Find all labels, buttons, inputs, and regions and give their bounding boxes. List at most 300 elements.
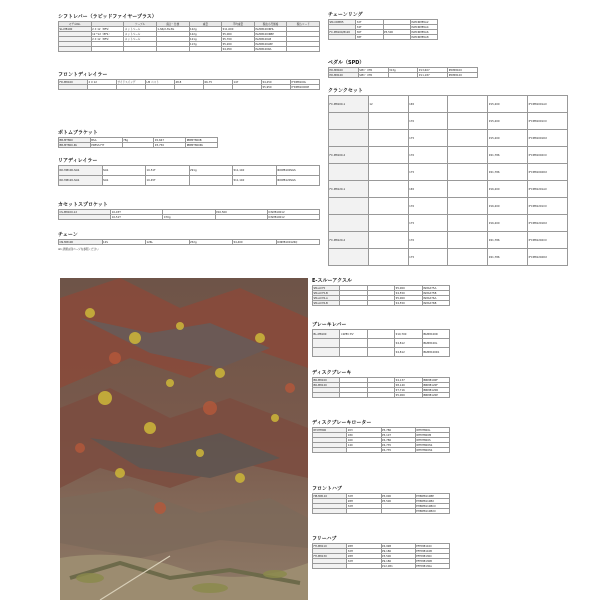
table-cell [367, 339, 394, 348]
rear-derailleur-table [58, 165, 320, 186]
front-derailleur-section [58, 72, 318, 90]
rear-derailleur-section [58, 158, 318, 186]
table-cell: 175 [408, 164, 448, 181]
table-cell: 170 [408, 198, 448, 215]
table-cell: ISLM8100IRHL [254, 27, 287, 32]
table-cell: ISMAX75B [422, 291, 449, 296]
table-cell: 313g [388, 68, 418, 73]
table-cell: 175 [408, 249, 448, 266]
table-cell: ¥11,600 [222, 27, 255, 32]
table-cell: ¥4,250 [262, 80, 291, 85]
table-cell: ISMCRM85A2 [410, 20, 437, 25]
table-cell: SM-AX75-B [313, 291, 340, 296]
table-cell: ¥8,140 [395, 383, 422, 388]
table-cell: ICSM810012 [267, 210, 319, 215]
table-cell [340, 348, 367, 357]
table-cell: ¥41,786 [488, 147, 528, 164]
table-cell: PRESS FIT [90, 143, 122, 148]
section-title: リアディレイラー [58, 158, 98, 164]
table-row [329, 130, 568, 147]
table-cell [146, 85, 175, 90]
table-row [59, 166, 320, 176]
table-cell [368, 113, 408, 130]
table-cell: ¥4,550 [395, 291, 422, 296]
table-cell: ¥10,700 [395, 330, 422, 339]
table-cell: SM-AX75 [313, 286, 340, 291]
table-cell: ¥4,735 [381, 443, 415, 448]
table-cell: IBLM8100R1 [422, 348, 449, 357]
table-cell: EHBM8110BX [415, 499, 449, 504]
table-cell: ¥15,200 [488, 113, 528, 130]
table-row [313, 393, 450, 398]
table-cell: SM-CRM85 [329, 20, 356, 25]
table-cell: HB-M8110 [313, 494, 347, 499]
table-cell [368, 147, 408, 164]
table-row [329, 249, 568, 266]
table-cell: ¥4,812 [395, 348, 422, 357]
table-cell [313, 348, 340, 357]
table-cell: 10-45T [146, 176, 190, 186]
table-cell: 28H [347, 499, 381, 504]
bottom-bracket-table [58, 137, 218, 148]
table-cell: IBRM8100F [422, 378, 449, 383]
table-row [329, 198, 568, 215]
table-cell: ¥11,140 [233, 176, 277, 186]
table-cell [347, 509, 381, 514]
table-cell: ホットペール [124, 37, 157, 42]
table-cell: 126L [146, 240, 190, 245]
table-cell: 32H [347, 549, 381, 554]
table-row [329, 232, 568, 249]
rock-face-image [60, 278, 308, 600]
table-cell: ¥4,400 [233, 240, 277, 245]
shift-lever-section [58, 14, 318, 52]
table-cell: 10-51T [146, 166, 190, 176]
brake-lever-table [312, 329, 450, 357]
table-cell: ISMCRM85A8 [410, 35, 437, 40]
table-cell [189, 176, 233, 186]
table-cell: ¥15,200 [488, 130, 528, 147]
table-cell [448, 113, 488, 130]
table-cell: ISLM8100RA [254, 47, 287, 52]
table-cell: ¥4,786 [381, 438, 415, 443]
table-row [313, 348, 450, 357]
table-cell: 160 [347, 438, 381, 443]
table-cell: 10-45T [111, 210, 163, 215]
table-cell: ¥4,050 [222, 47, 255, 52]
table-cell: PD-M8120 [329, 73, 359, 78]
table-cell: ¥5,000 [395, 393, 422, 398]
cassette-table [58, 209, 320, 220]
table-cell: FC-M8120-1 [329, 181, 369, 198]
table-cell: EHBM8110BE [415, 494, 449, 499]
table-cell [448, 164, 488, 181]
column-header: 平均重量 [222, 22, 255, 27]
table-cell [124, 47, 157, 52]
table-cell: FH-M8110 [313, 544, 347, 549]
table-cell: IPDM8100 [448, 68, 478, 73]
table-cell: 165 [408, 96, 448, 113]
table-cell [448, 181, 488, 198]
table-cell: 175 [408, 215, 448, 232]
table-cell: ¥11,187 [418, 73, 448, 78]
table-cell: 10-51T [111, 215, 163, 220]
table-cell: 12S [102, 240, 146, 245]
table-cell: IBLM8100L [422, 339, 449, 348]
table-cell: ¥4,735 [381, 448, 415, 453]
table-cell [117, 85, 146, 90]
table-cell: IFCM81001CX [528, 113, 568, 130]
thru-axle-table [312, 285, 450, 306]
table-cell: IFCM81202DX [528, 249, 568, 266]
table-cell: ¥5,500 [383, 30, 410, 35]
table-cell: ¥4,812 [395, 339, 422, 348]
table-cell: ISMAX76A [422, 296, 449, 301]
table-cell: CN-M8100 [59, 240, 103, 245]
table-cell: FC-M8120-2 [329, 232, 369, 249]
table-cell: 2 X 12 [88, 80, 117, 85]
front-derailleur-table [58, 79, 320, 90]
disc-brake-table [312, 377, 450, 398]
table-row [59, 47, 320, 52]
brake-lever-section [312, 322, 452, 357]
table-cell [368, 164, 408, 181]
table-cell: EHBM8110BXX [415, 509, 449, 514]
table-row [313, 448, 450, 453]
table-cell: SPD・XTR [358, 68, 388, 73]
table-cell: 180 [347, 433, 381, 438]
table-cell: ¥5,000 [222, 32, 255, 37]
table-cell: IRTMT800M [415, 433, 449, 438]
table-cell [367, 330, 394, 339]
table-cell: IRDM8120SGS [276, 176, 320, 186]
table-row [313, 339, 450, 348]
table-cell: IBRM8120R [422, 388, 449, 393]
crankset-section [328, 88, 568, 266]
table-cell: 78g [122, 138, 154, 143]
table-cell: 12 [368, 96, 408, 113]
table-cell: ¥5,107 [381, 433, 415, 438]
table-cell: IFDM8100DM [291, 85, 320, 90]
table-cell [313, 564, 347, 569]
table-cell [340, 339, 367, 348]
table-cell: ISMAX75A [422, 286, 449, 291]
table-cell: IFCM81201CX [528, 198, 568, 215]
section-title: ペダル（SPD） [328, 60, 365, 66]
table-cell: 170 [408, 113, 448, 130]
column-header: 税込コード [287, 22, 320, 27]
table-row [329, 113, 568, 130]
table-cell: ISLM8100LB [254, 37, 287, 42]
free-hub-table [312, 543, 450, 569]
table-cell: ISLM8100LBP [254, 42, 287, 47]
table-cell: ¥5,000 [395, 296, 422, 301]
table-cell: ¥5,786 [381, 428, 415, 433]
table-cell: IBRM8120F [422, 383, 449, 388]
section-title: チェーンリング [328, 12, 363, 18]
table-cell [215, 215, 267, 220]
table-cell: PD-M8100 [329, 68, 359, 73]
table-cell: 140 [347, 443, 381, 448]
table-cell [122, 143, 154, 148]
section-title: シフトレバー（ラピッドファイヤープラス） [58, 14, 157, 20]
table-cell: 38T [356, 35, 383, 40]
column-header: モデルNo. [59, 22, 92, 27]
table-cell: CS-M8100-12 [59, 210, 111, 215]
table-cell [204, 85, 233, 90]
table-cell [368, 249, 408, 266]
table-cell: RD-M8100-SGS [59, 166, 103, 176]
table-cell: ¥2,667 [154, 138, 186, 143]
column-header: ケーブル [124, 22, 157, 27]
table-cell [313, 339, 340, 348]
table-cell: 48.8 [175, 80, 204, 85]
column-header: 適合・仕様 [156, 22, 189, 27]
table-cell [383, 35, 410, 40]
table-cell: ¥11,140 [233, 166, 277, 176]
table-cell: 170 [408, 147, 448, 164]
table-cell: ¥7,716 [395, 388, 422, 393]
table-cell: ¥5,000 [395, 286, 422, 291]
table-cell: ICSM810012 [267, 215, 319, 220]
table-cell: ¥9,186 [381, 549, 415, 554]
table-cell [313, 393, 340, 398]
table-cell: 121g [189, 37, 222, 42]
table-cell: 147 [233, 80, 262, 85]
table-cell: IBBMT800PA [186, 143, 218, 148]
table-cell: IRTMT800SS [415, 448, 449, 453]
table-cell [329, 198, 369, 215]
table-cell: FD-M8100 [59, 80, 88, 85]
table-row [329, 164, 568, 181]
table-cell: FH-M8130 [313, 554, 347, 559]
table-cell: 32H [347, 504, 381, 509]
table-cell: EFHM8130A [415, 564, 449, 569]
table-cell: ¥12,081 [381, 564, 415, 569]
table-cell: ¥41,786 [488, 249, 528, 266]
table-cell: 175 [408, 130, 448, 147]
table-cell: 32H [347, 559, 381, 564]
table-cell: SGS [102, 166, 146, 176]
table-cell: ¥4,550 [395, 301, 422, 306]
table-cell: 32H [347, 494, 381, 499]
column-header: 重量 [189, 22, 222, 27]
rotor-table [312, 427, 450, 453]
disc-brake-section [312, 370, 452, 398]
table-row [329, 147, 568, 164]
table-cell: 170 [408, 232, 448, 249]
table-cell: EFHM8130B [415, 559, 449, 564]
table-cell: IFCM81001DX [528, 130, 568, 147]
table-cell: ¥3,500 [381, 554, 415, 559]
table-cell: IRDM8100SGS [276, 166, 320, 176]
table-cell: ホットペール [124, 32, 157, 37]
table-cell: ¥5,200 [222, 42, 255, 47]
table-cell: 36T [356, 30, 383, 35]
table-cell: サイドスイング [117, 80, 146, 85]
table-cell: IRTMT800S [415, 438, 449, 443]
table-row [313, 509, 450, 514]
table-cell: IFCM81201DX [528, 215, 568, 232]
footnote: ※1 詳細は別ページを参照ください [58, 248, 99, 251]
table-row [313, 301, 450, 306]
table-cell [448, 249, 488, 266]
table-cell [287, 47, 320, 52]
table-cell: ¥9,186 [381, 559, 415, 564]
table-cell: BB-MT800 [59, 138, 91, 143]
table-cell: 470g [163, 215, 215, 220]
thru-axle-section [312, 278, 452, 306]
table-cell: SM-AX76-A [313, 296, 340, 301]
table-cell: ¥16,200 [488, 181, 528, 198]
table-cell: BB-MT800-PA [59, 143, 91, 148]
table-cell: 2 X 12（BFS） [91, 37, 124, 42]
table-cell [340, 301, 367, 306]
table-cell: ¥10,500 [215, 210, 267, 215]
table-cell: IFCM81202CX [528, 232, 568, 249]
table-cell: SM-AX76-B [313, 301, 340, 306]
section-title: ブレーキレバー [312, 322, 347, 328]
table-cell: ¥15,200 [488, 96, 528, 113]
table-cell: 113g [189, 42, 222, 47]
table-cell: ¥4,998 [381, 544, 415, 549]
table-cell [368, 198, 408, 215]
table-cell: RT-MT800 [313, 428, 347, 433]
table-cell: ¥16,200 [488, 215, 528, 232]
table-cell: 203 [347, 428, 381, 433]
front-hub-table [312, 493, 450, 514]
table-cell: IBLM8100R [422, 330, 449, 339]
table-cell: ISMAX76B [422, 301, 449, 306]
table-cell: IFCM81002DX [528, 164, 568, 181]
table-cell: FC-M8100-2 [329, 147, 369, 164]
table-cell: ISMCRM85A6 [410, 30, 437, 35]
table-cell [347, 564, 381, 569]
table-cell [329, 215, 369, 232]
table-cell [368, 232, 408, 249]
table-cell: 1-SR/2-SV-BL [156, 27, 189, 32]
table-cell: 122g [189, 32, 222, 37]
table-cell: ISMCRM85A4 [410, 25, 437, 30]
table-cell: 291g [189, 166, 233, 176]
table-cell [59, 47, 92, 52]
table-cell: FC-M8100/8120 [329, 30, 356, 35]
table-cell [189, 47, 222, 52]
table-cell [329, 130, 369, 147]
table-cell: 122g [189, 27, 222, 32]
table-cell: IFCM81002CX [528, 147, 568, 164]
table-cell: ¥4,137 [395, 378, 422, 383]
table-cell [329, 113, 369, 130]
table-cell [367, 348, 394, 357]
table-cell: BL-M8100 [313, 330, 340, 339]
table-row [59, 85, 320, 90]
table-cell [91, 47, 124, 52]
table-cell [448, 96, 488, 113]
table-cell: I-SPEC EV [340, 330, 367, 339]
table-cell: ISLM8100IRBP [254, 32, 287, 37]
pedal-section [328, 60, 468, 78]
table-cell: IRTMT800L [415, 428, 449, 433]
table-cell: ホットペール [124, 27, 157, 32]
table-cell: 66-75 [204, 80, 233, 85]
shift-lever-table [58, 21, 320, 52]
table-cell: IRTMT800SS [415, 443, 449, 448]
table-cell: IFCM81001AX [528, 96, 568, 113]
table-cell: SL-M8100 [59, 27, 92, 32]
table-cell: ¥13,607 [418, 68, 448, 73]
table-row [313, 564, 450, 569]
table-cell: IFCM81201AX [528, 181, 568, 198]
table-cell [329, 35, 356, 40]
section-title: クランクセット [328, 88, 363, 94]
table-cell [367, 393, 394, 398]
rotor-section [312, 420, 452, 453]
table-cell: BSA [90, 138, 122, 143]
table-row [329, 73, 478, 78]
bottom-bracket-section [58, 130, 258, 148]
table-cell: SGS [102, 176, 146, 186]
table-row [59, 215, 320, 220]
section-title: フロントディレイラー [58, 72, 108, 78]
table-cell [367, 301, 394, 306]
section-title: カセットスプロケット [58, 202, 108, 208]
table-cell: 12 *12（BFS） [91, 32, 124, 37]
table-cell: FC-M8100-1 [329, 96, 369, 113]
table-cell: LM ベスト [146, 80, 175, 85]
table-cell: ¥3,750 [154, 143, 186, 148]
column-header: 税抜小売価格 [254, 22, 287, 27]
chain-ring-section [328, 12, 448, 40]
table-row [59, 143, 218, 148]
table-cell [448, 147, 488, 164]
table-cell: 2 X 12（BFS） [91, 27, 124, 32]
table-cell [368, 215, 408, 232]
table-cell [329, 164, 369, 181]
table-cell [175, 85, 204, 90]
section-title: E-スルーアクスル [312, 278, 353, 284]
rock-photo [60, 278, 308, 600]
table-cell: ¥41,786 [488, 164, 528, 181]
table-cell: IPDM8120 [448, 73, 478, 78]
table-cell [59, 85, 88, 90]
table-cell: EFHM8110C [415, 544, 449, 549]
table-cell [347, 448, 381, 453]
table-cell: ¥5,500 [381, 499, 415, 504]
table-cell [368, 181, 408, 198]
table-cell: ¥5,950 [262, 85, 291, 90]
pedal-table [328, 67, 478, 78]
section-title: ディスクブレーキ [312, 370, 352, 376]
table-cell: IBRM8120P [422, 393, 449, 398]
crankset-table [328, 95, 568, 266]
section-title: フリーハブ [312, 536, 337, 542]
table-row [329, 35, 438, 40]
table-cell: 28H [347, 554, 381, 559]
front-hub-section [312, 486, 452, 514]
table-cell: SPD・XTR [358, 73, 388, 78]
table-row [329, 181, 568, 198]
section-title: ボトムブラケット [58, 130, 98, 136]
table-cell: 252g [189, 240, 233, 245]
table-row [313, 330, 450, 339]
table-cell [233, 85, 262, 90]
table-cell: ICNM8100126Q [276, 240, 320, 245]
table-cell: EHBM8110BCX [415, 504, 449, 509]
table-cell: ¥41,786 [488, 232, 528, 249]
table-cell: RD-M8120-SGS [59, 176, 103, 186]
table-cell: EFHM8130C [415, 554, 449, 559]
